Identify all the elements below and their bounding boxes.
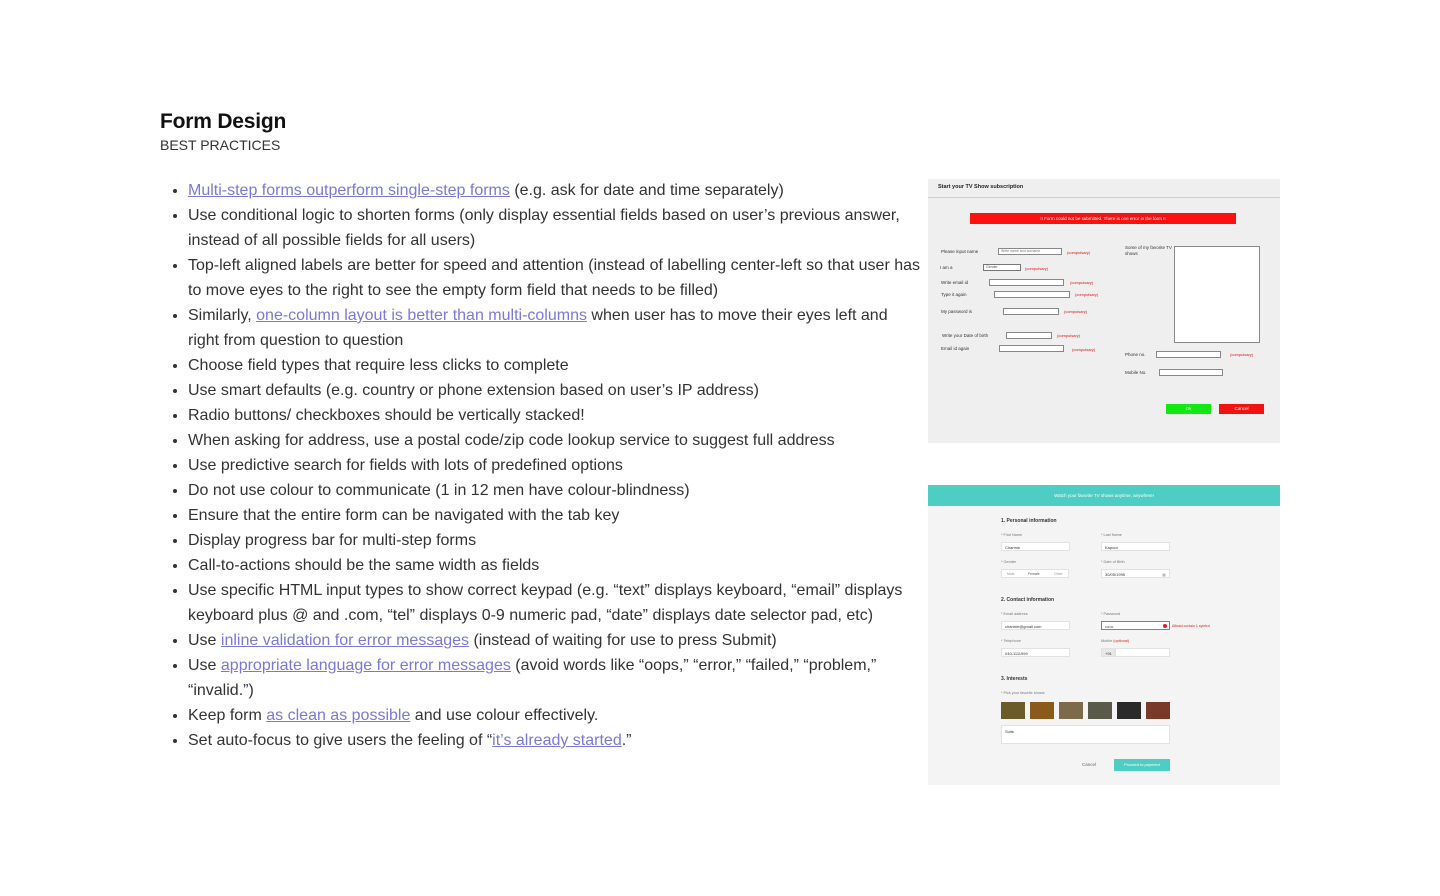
required-label: (compulsary) [1070,280,1094,285]
required-label: (compulsary) [1075,292,1099,297]
list-item: • Top-left aligned labels are better for speed and attention (instead of labelling center-left so that user has to move eyes to the right to see the empty form field that needs to be filled) [188,253,923,303]
list-item: • Radio buttons/ checkboxes should be vertically stacked! [188,403,923,428]
first-name-input[interactable]: Charmie [1001,542,1070,551]
section-personal: 1. Personal information [1001,518,1057,524]
section-interests: 3. Interests [1001,676,1028,682]
show-thumbnail[interactable] [1146,702,1170,719]
email-label: * Email address [1001,612,1028,616]
bad-form-title: Start your TV Show subscription [938,184,1024,190]
gender-other[interactable]: Other [1054,572,1063,576]
phone-label: Phone no. [1125,352,1146,357]
iam-label: I am a [940,265,953,270]
list-item [188,628,923,653]
telephone-input[interactable]: 040-1111999 [1001,648,1070,657]
error-icon [1163,624,1167,628]
bullet-text: Keep form [188,707,267,724]
bullet-link[interactable]: it’s already started [492,732,622,749]
list-item: • Use specific HTML input types to show correct keypad (e.g. “text” displays keyboard, “email” displays keyboard plus @ and .com, “tel” displays 0-9 numeric pad, “date” displays date selector pad, etc) [188,578,923,628]
list-item [188,728,923,753]
dob-label: Write your Date of birth [942,333,989,338]
shows-textarea[interactable] [1174,246,1260,343]
gender-select[interactable]: Gender [983,264,1021,271]
password-value: •••••• [1105,624,1114,629]
list-item: • Use predictive search for fields with lots of predefined options [188,453,923,478]
list-item [188,653,923,703]
gender-radio-group[interactable] [1001,569,1069,578]
bad-form-example [928,179,1280,443]
list-item: • Do not use colour to communicate (1 in 12 men have colour-blindness) [188,478,923,503]
email-label: Write email id [941,280,969,285]
email-again-label: Email id again [941,346,970,351]
calendar-icon[interactable]: ▦ [1162,572,1166,577]
again-label: Type it again [941,292,967,297]
first-name-label: * First Name [1001,533,1023,537]
last-name-label: * Last Name [1101,533,1122,537]
email-input[interactable]: charmie@gmail.com [1001,621,1070,630]
bullet-text: Use [188,657,221,674]
required-label: (compulsary) [1057,333,1081,338]
bullet-text: when user has to move their eyes left and right from question to question [188,307,888,349]
mobile-label: Mobile No. [1125,370,1147,375]
section-contact: 2. Contact information [1001,597,1055,603]
list-item [188,703,923,728]
show-thumbnail[interactable] [1117,702,1141,719]
bullet-text: (avoid words like “oops,” “error,” “failed,” “problem,” “invalid.”) [188,657,877,699]
list-item: • Use smart defaults (e.g. country or phone extension based on user’s IP address) [188,378,923,403]
good-form-header: Watch your favorite TV shows anytime, anywhere! [928,485,1280,506]
show-thumbnail[interactable] [1059,702,1083,719]
last-name-input[interactable]: Kapoor [1101,542,1170,551]
list-item [188,178,923,203]
mobile-prefix[interactable]: +91 [1101,648,1115,657]
page-subtitle: BEST PRACTICES [160,137,281,153]
password-label: My password is [941,309,973,314]
phone-field[interactable] [1156,351,1221,358]
gender-male[interactable]: Male [1007,572,1015,576]
list-item: • Call-to-actions should be the same width as fields [188,553,923,578]
password-error: Atleast contain 1 symbol [1172,624,1210,628]
bullet-text: Similarly, [188,307,257,324]
list-item: • Ensure that the entire form can be navigated with the tab key [188,503,923,528]
mobile-label-text: Mobile [1101,639,1113,643]
email-again-field[interactable] [994,291,1070,298]
list-item [188,303,923,353]
required-label: (compulsary) [1067,250,1091,255]
optional-tag: (optional) [1113,639,1130,643]
list-item: • When asking for address, use a postal code/zip code lookup service to suggest full address [188,428,923,453]
dob-input[interactable] [1101,569,1170,578]
required-label: (compulsary) [1230,352,1254,357]
email-field[interactable] [989,279,1064,286]
name-placeholder: Write name and surname [1001,249,1041,253]
name-label: Please input name [941,249,979,254]
bullet-text: (e.g. ask for date and time separately) [509,182,784,199]
mobile-label [1101,639,1129,643]
password-field[interactable] [1003,308,1059,315]
cancel-button[interactable]: Cancel [1219,404,1264,414]
mobile-field[interactable] [1159,369,1223,376]
telephone-label: * Telephone [1001,639,1021,643]
shows-label: Some of my favorite TV shows [1125,245,1172,256]
bullet-text: Set auto-focus to give users the feeling of “ [188,732,493,749]
show-thumbnail[interactable] [1030,702,1054,719]
bullet-link[interactable]: as clean as possible [266,707,411,724]
bullet-text: (instead of waiting for use to press Submit) [469,632,777,649]
password-input[interactable] [1101,621,1170,630]
required-label: (compulsary) [1072,347,1096,352]
bullet-link[interactable]: one-column layout is better than multi-columns [256,307,587,324]
password-label: * Password [1101,612,1121,616]
list-item: • Display progress bar for multi-step forms [188,528,923,553]
list-item: • Use conditional logic to shorten forms (only display essential fields based on user’s previous answer, instead of all possible fields for all users) [188,203,923,253]
required-label: (compulsary) [1025,266,1049,271]
required-label: (compulsary) [1064,309,1088,314]
bullet-link[interactable]: Multi-step forms outperform single-step forms [188,182,510,199]
proceed-button[interactable]: Proceed to payment [1114,759,1170,771]
mobile-input[interactable] [1115,648,1170,657]
page-title: Form Design [160,110,287,133]
bullet-text: .” [621,732,632,749]
ok-button[interactable]: Ok [1166,404,1211,414]
shows-textarea[interactable]: Suits [1001,725,1170,744]
email-again2-field[interactable] [999,345,1064,352]
gender-female[interactable]: Female [1028,572,1040,576]
good-form-example [928,485,1280,785]
cancel-link[interactable]: Cancel [1082,762,1097,767]
error-banner: !! Form could not be submitted. There is one error in the form !! [970,213,1236,224]
show-thumbnail[interactable] [1001,702,1025,719]
pick-shows-label: * Pick your favorite shows [1001,691,1045,695]
gender-label: * Gender [1001,560,1017,564]
dob-value: 30/05/1995 [1105,572,1126,577]
name-field[interactable] [998,248,1062,255]
list-item: • Choose field types that require less clicks to complete [188,353,923,378]
bullet-link[interactable]: inline validation for error messages [220,632,470,649]
bad-form-header [928,179,1280,198]
bullet-text: Use [188,632,221,649]
dob-label: * Date of Birth [1101,560,1125,564]
show-thumbnail[interactable] [1088,702,1112,719]
dob-field[interactable] [1006,332,1052,339]
best-practices-list [170,178,923,753]
bullet-text: and use colour effectively. [410,707,599,724]
bullet-link[interactable]: appropriate language for error messages [220,657,511,674]
